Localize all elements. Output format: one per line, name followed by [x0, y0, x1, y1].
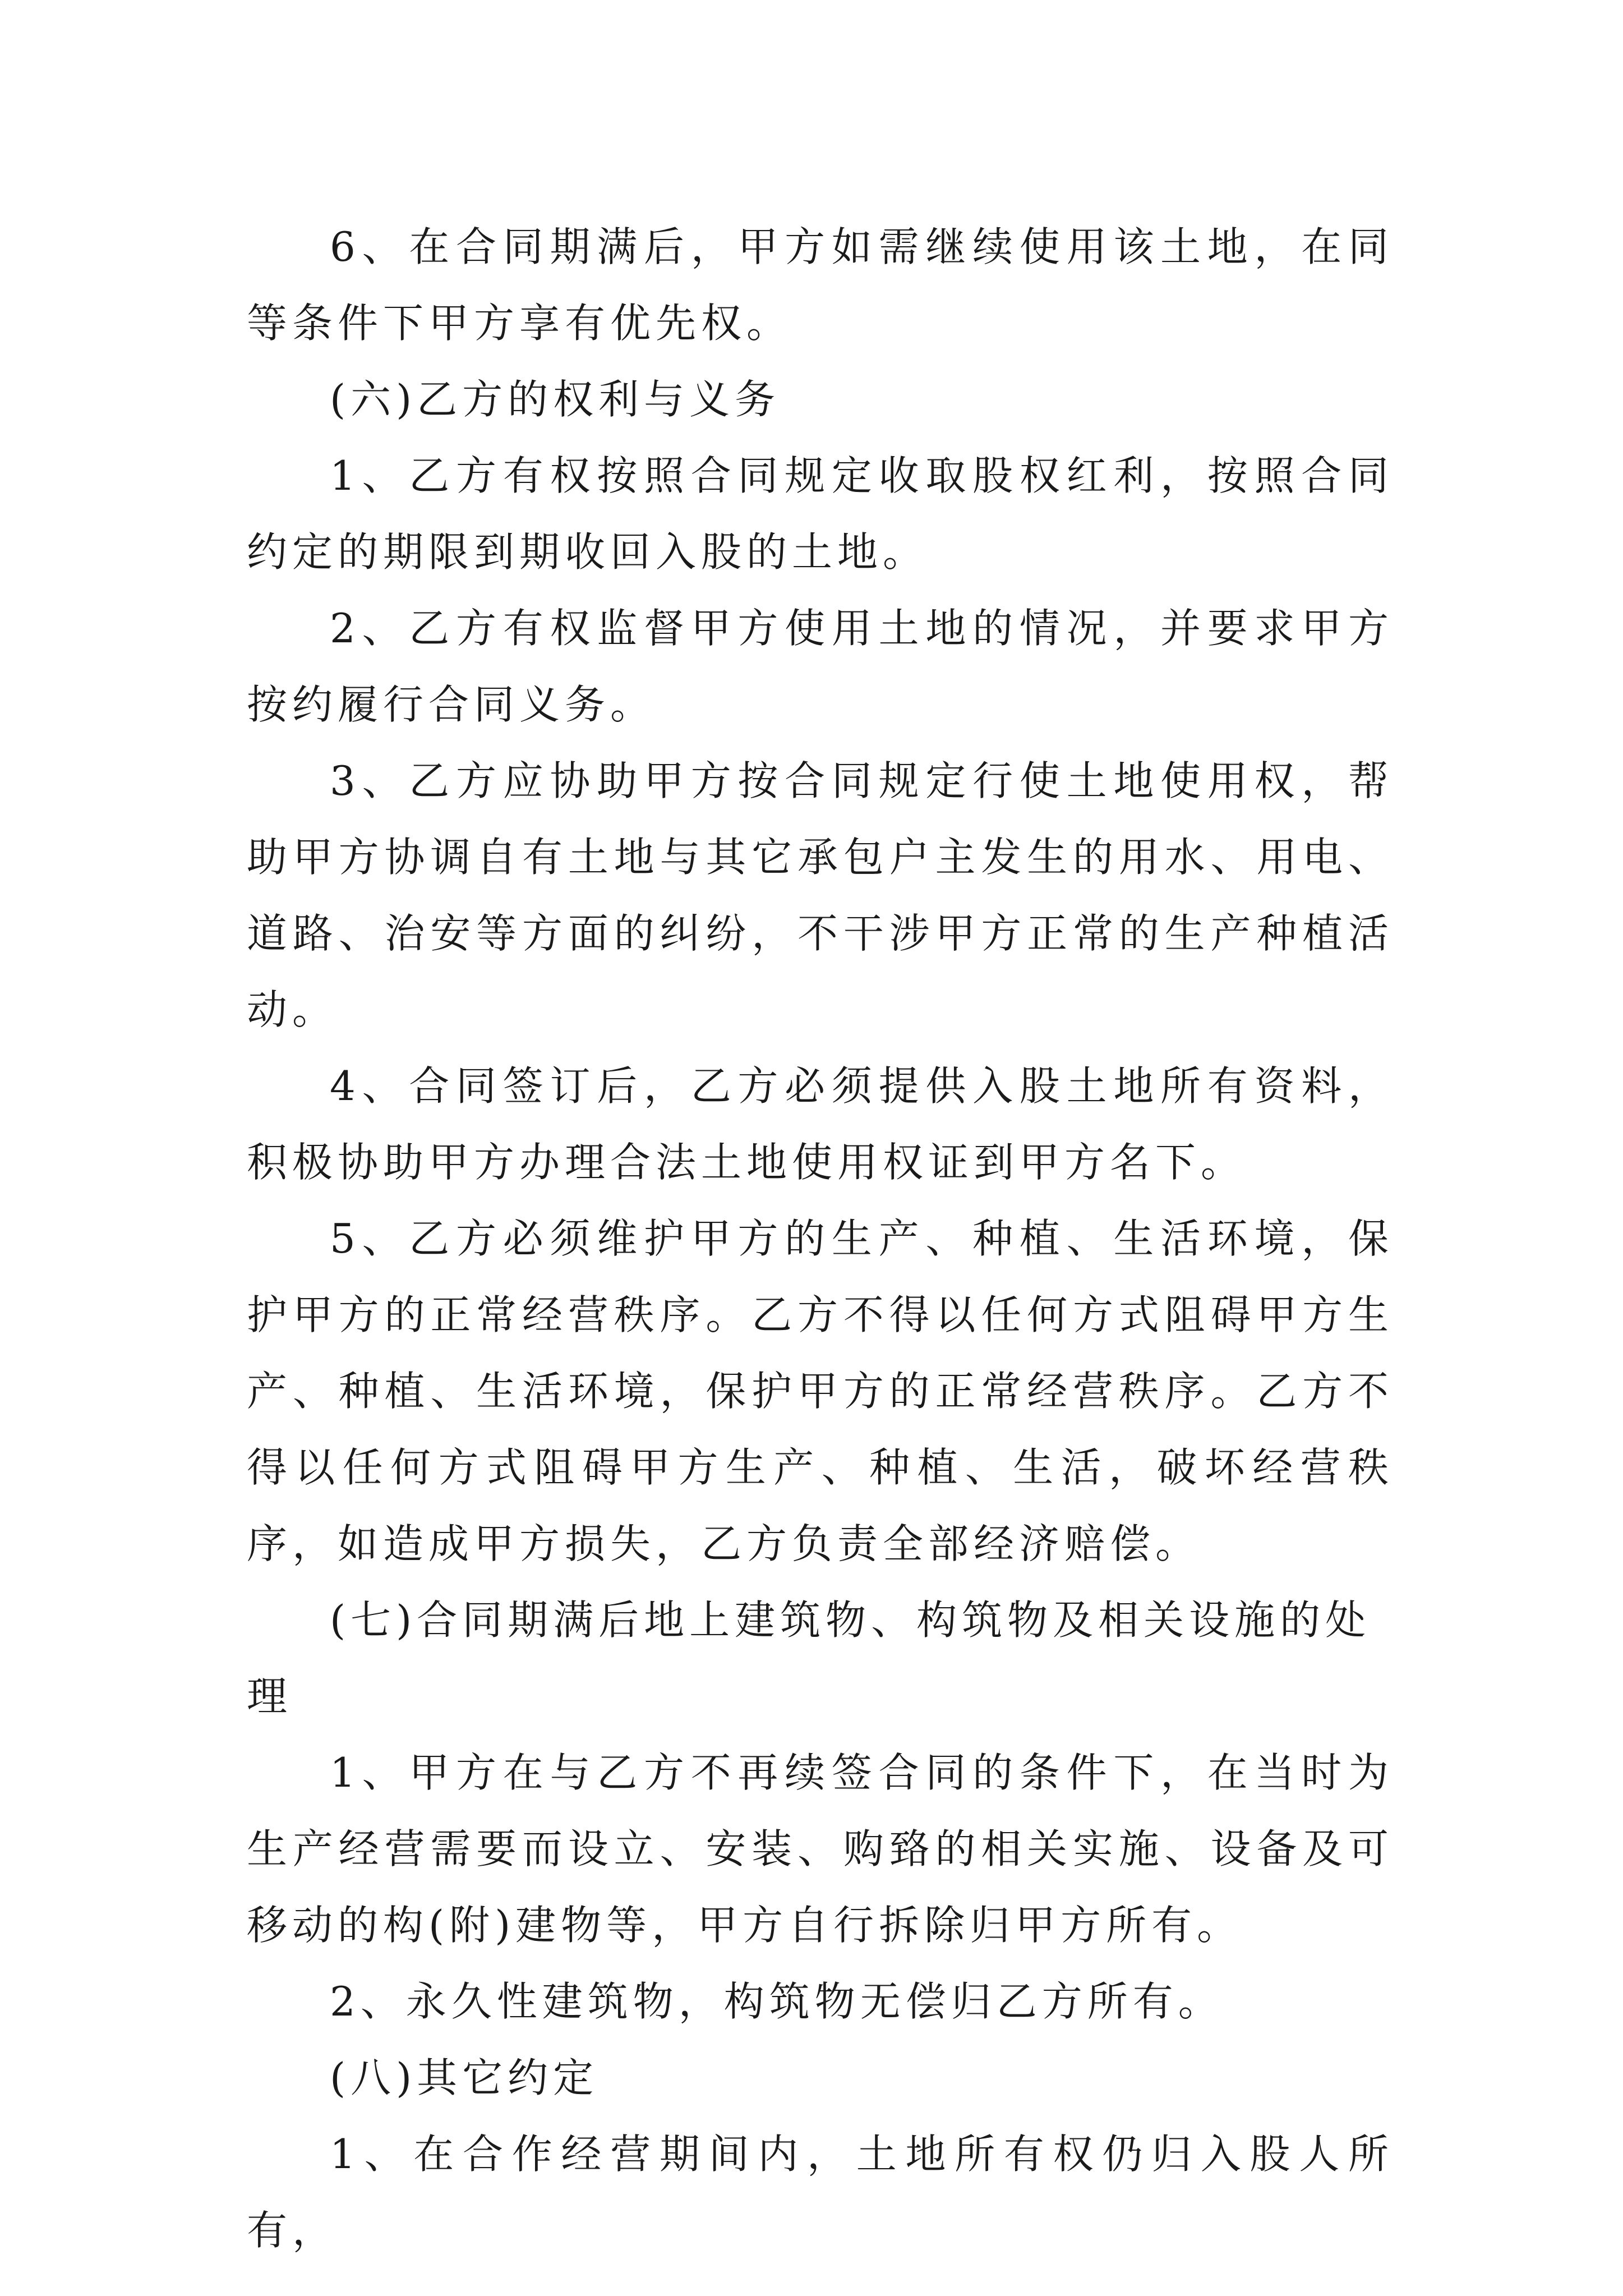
- clause-7-2: 2、永久性建筑物，构筑物无偿归乙方所有。: [330, 1978, 1224, 2025]
- section-heading-6: (六)乙方的权利与义务: [330, 376, 781, 423]
- section-heading-7: (七)合同期满后地上建筑物、构筑物及相关设施的处理: [247, 1596, 1371, 1720]
- clause-8-1: 1、在合作经营期间内，土地所有权仍归入股人所有，: [247, 2131, 1394, 2254]
- clause-6-4: 4、合同签订后，乙方必须提供入股土地所有资料，积极协助甲方办理合法土地使用权证到甲方名下。: [247, 1062, 1394, 1186]
- clause-7-1: 1、甲方在与乙方不再续签合同的条件下，在当时为生产经营需要而设立、安装、购臵的相关实施、设备及可移动的构(附)建物等，甲方自行拆除归甲方所有。: [247, 1749, 1394, 1949]
- clause-6-1: 1、乙方有权按照合同规定收取股权红利，按照合同约定的期限到期收回入股的土地。: [247, 452, 1394, 576]
- clause-6-3: 3、乙方应协助甲方按合同规定行使土地使用权，帮助甲方协调自有土地与其它承包户主发生的用水、用电、道路、治安等方面的纠纷，不干涉甲方正常的生产种植活动。: [247, 757, 1394, 1033]
- clause-6-2: 2、乙方有权监督甲方使用土地的情况，并要求甲方按约履行合同义务。: [247, 605, 1394, 728]
- section-heading-8: (八)其它约定: [330, 2054, 599, 2101]
- clause-6-5: 5、乙方必须维护甲方的生产、种植、生活环境，保护甲方的正常经营秩序。乙方不得以任何方式阻碍甲方生产、种植、生活环境，保护甲方的正常经营秩序。乙方不得以任何方式阻碍甲方生产、种植、生活，破坏经营秩序，如造成甲方损失，乙方负责全部经济赔偿。: [247, 1215, 1394, 1567]
- document-body: [247, 209, 1394, 2269]
- clause-5-6: 6、在合同期满后，甲方如需继续使用该土地，在同等条件下甲方享有优先权。: [247, 223, 1394, 347]
